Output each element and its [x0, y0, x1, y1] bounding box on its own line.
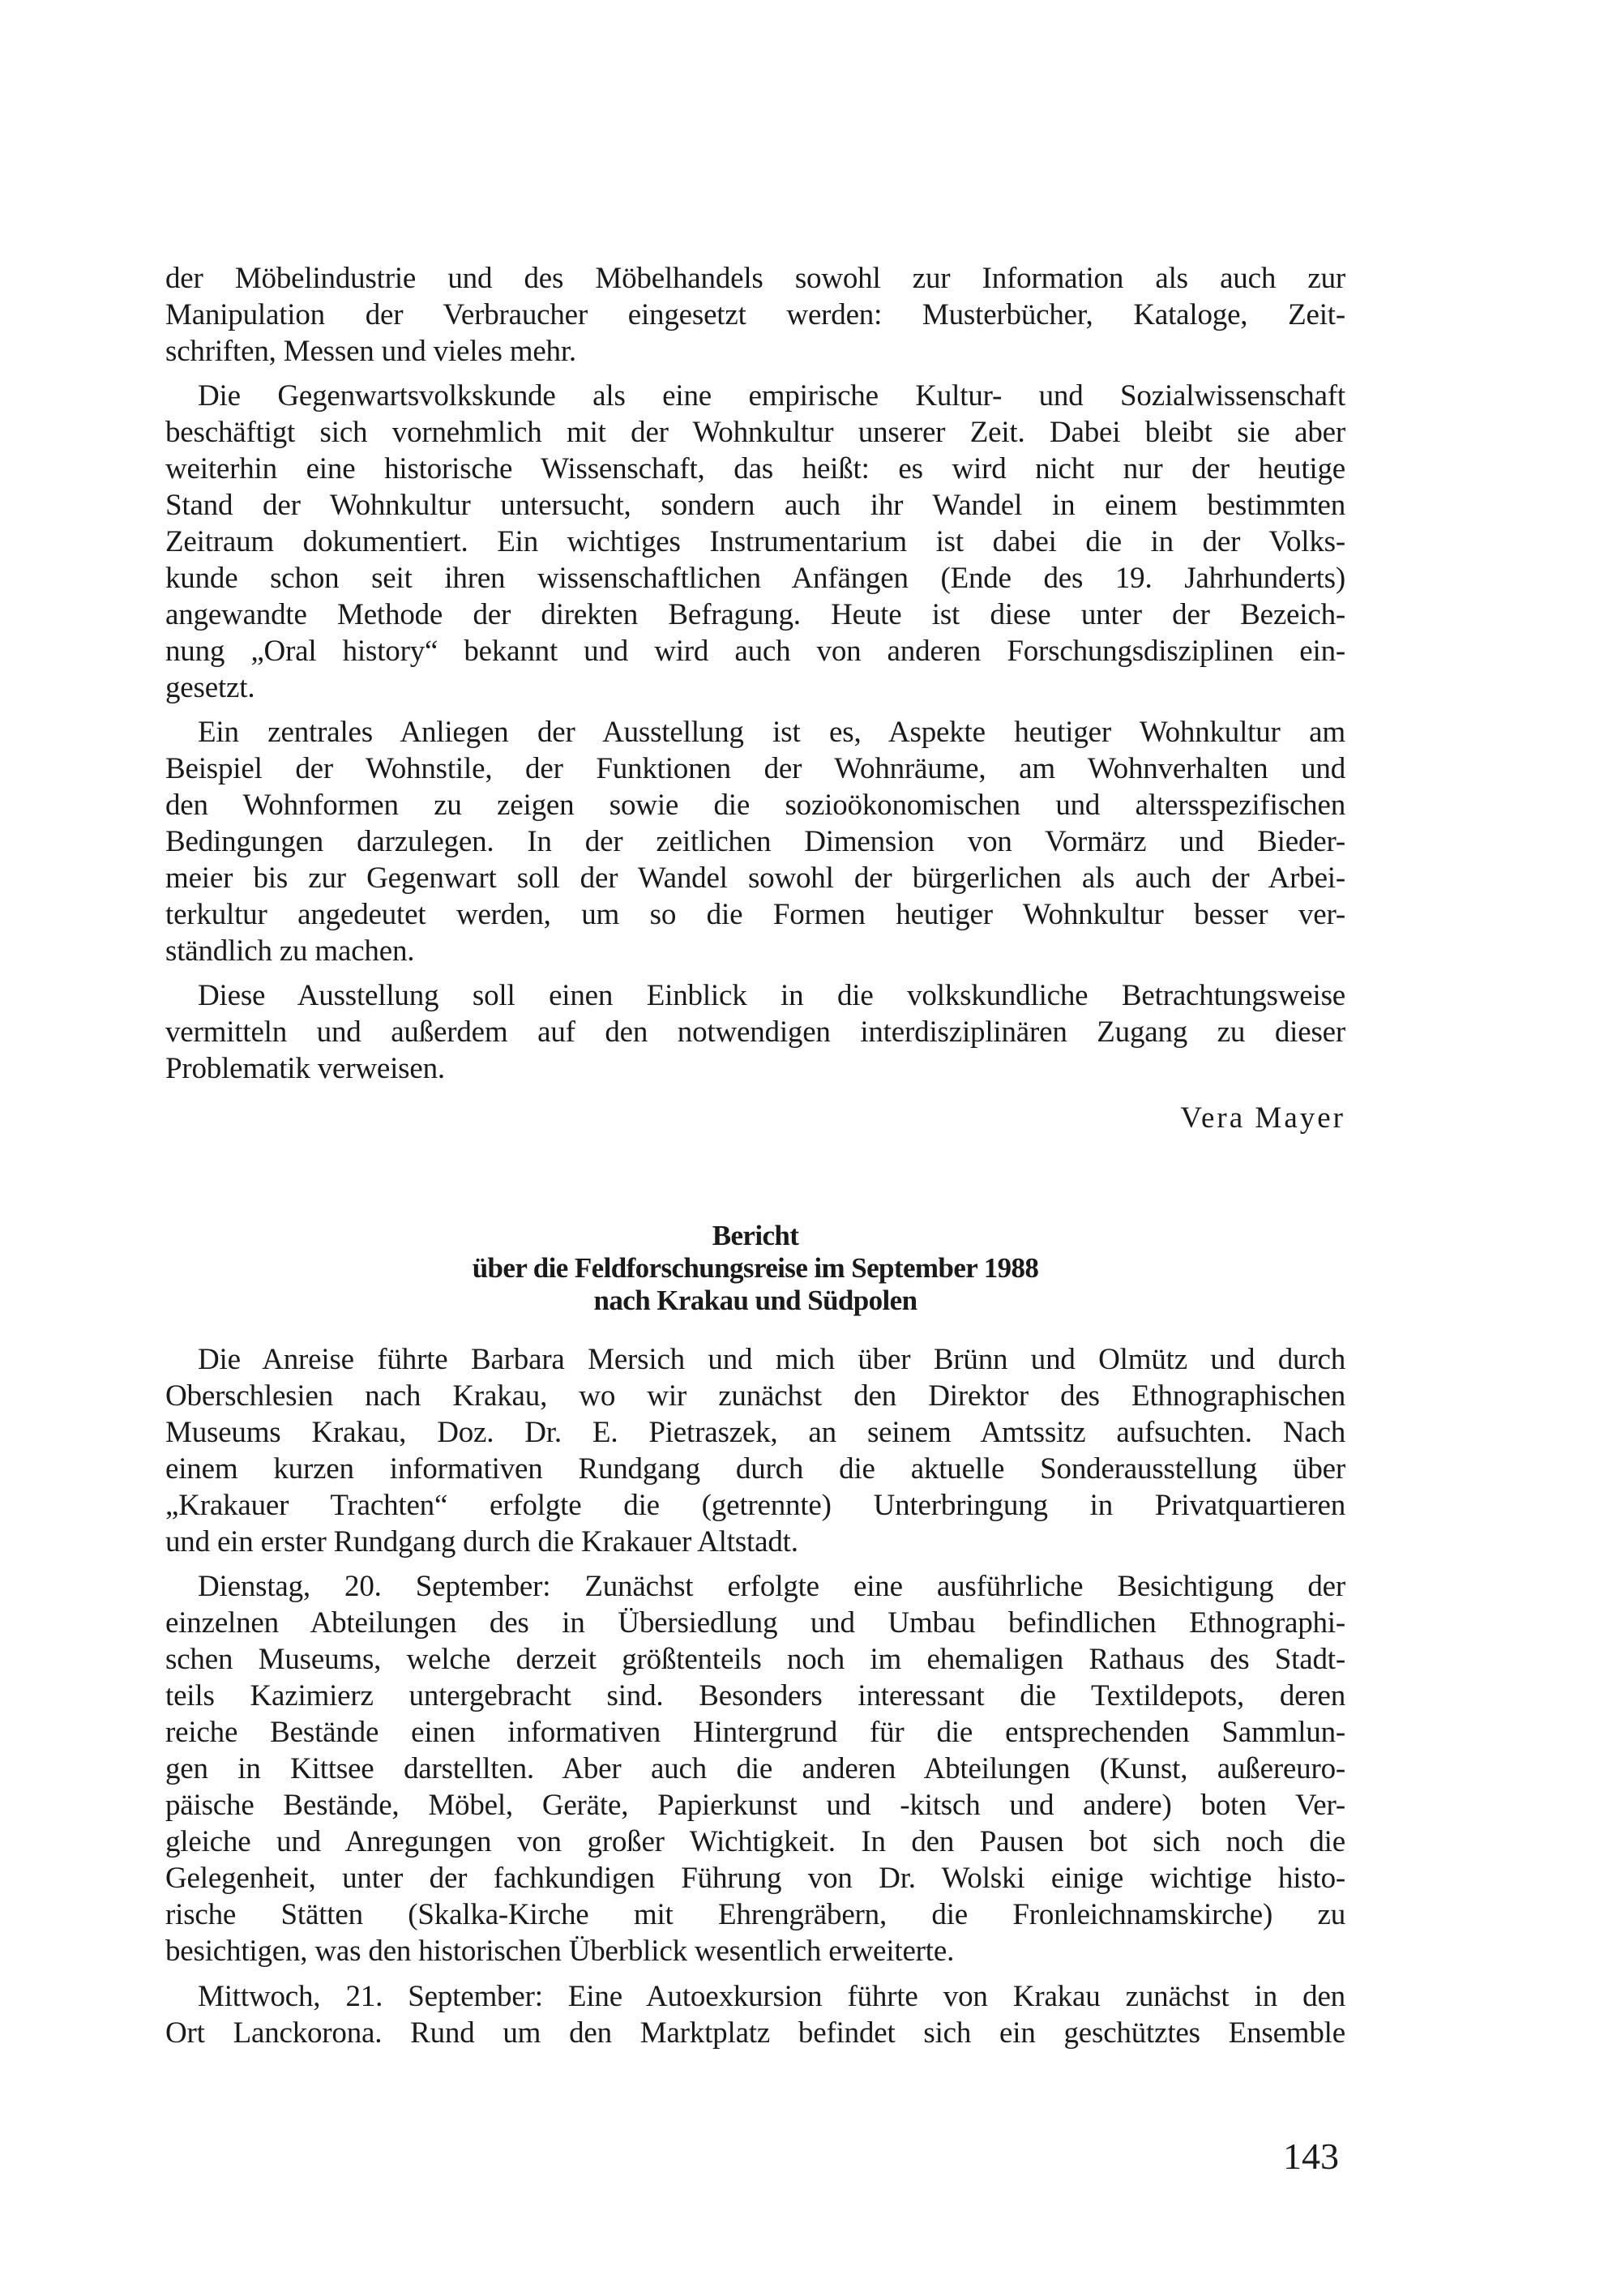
text-line: den Wohnformen zu zeigen sowie die sozioökonomischen und altersspezifischen [165, 789, 1345, 822]
text-line: einzelnen Abteilungen des in Übersiedlung und Umbau befindlichen Ethnographi- [165, 1606, 1345, 1640]
text-line: päische Bestände, Möbel, Geräte, Papierkunst und -kitsch und andere) boten Ver- [165, 1789, 1345, 1822]
text-line: Stand der Wohnkultur untersucht, sondern auch ihr Wandel in einem bestimmten [165, 489, 1345, 522]
text-line: Gelegenheit, unter der fachkundigen Führung von Dr. Wolski einige wichtige histo- [165, 1862, 1345, 1895]
text-line: Manipulation der Verbraucher eingesetzt werden: Musterbücher, Kataloge, Zeit- [165, 298, 1345, 331]
text-line: Diese Ausstellung soll einen Einblick in die volkskundliche Betrachtungsweise [198, 979, 1345, 1012]
text-line: einem kurzen informativen Rundgang durch die aktuelle Sonderausstellung über [165, 1452, 1345, 1486]
text-line: teils Kazimierz untergebracht sind. Besonders interessant die Textildepots, deren [165, 1679, 1345, 1712]
text-line: beschäftigt sich vornehmlich mit der Wohnkultur unserer Zeit. Dabei bleibt sie aber [165, 416, 1345, 449]
text-line: Dienstag, 20. September: Zunächst erfolgte eine ausführliche Besichtigung der [198, 1570, 1345, 1603]
text-line: schriften, Messen und vieles mehr. [165, 335, 576, 368]
heading-line-subtitle: über die Feldforschungsreise im September 1988 [472, 1252, 1039, 1284]
text-line: meier bis zur Gegenwart soll der Wandel sowohl der bürgerlichen als auch der Arbei- [165, 862, 1345, 895]
text-line: Mittwoch, 21. September: Eine Autoexkursion führte von Krakau zunächst in den [198, 1980, 1345, 2013]
text-line: Ort Lanckorona. Rund um den Marktplatz befindet sich ein geschütztes Ensemble [165, 2016, 1345, 2050]
text-line: terkultur angedeutet werden, um so die Formen heutiger Wohnkultur besser ver- [165, 898, 1345, 931]
text-line: weiterhin eine historische Wissenschaft, das heißt: es wird nicht nur der heutige [165, 452, 1345, 485]
text-line: schen Museums, welche derzeit größtenteils noch im ehemaligen Rathaus des Stadt- [165, 1643, 1345, 1676]
text-line: angewandte Methode der direkten Befragung. Heute ist diese unter der Bezeich- [165, 598, 1345, 631]
text-line: Bedingungen darzulegen. In der zeitlichen Dimension von Vormärz und Bieder- [165, 825, 1345, 858]
text-line: reiche Bestände einen informativen Hintergrund für die entsprechenden Sammlun- [165, 1716, 1345, 1749]
page-number: 143 [1283, 2136, 1339, 2177]
text-line: ständlich zu machen. [165, 934, 415, 968]
author-signature: Vera Mayer [1180, 1101, 1345, 1135]
heading-line-subtitle: nach Krakau und Südpolen [593, 1285, 917, 1316]
text-line: Beispiel der Wohnstile, der Funktionen der Wohnräume, am Wohnverhalten und [165, 752, 1345, 785]
text-line: „Krakauer Trachten“ erfolgte die (getrennte) Unterbringung in Privatquartieren [165, 1489, 1345, 1522]
heading-line-title: Bericht [712, 1220, 799, 1251]
text-line: Die Anreise führte Barbara Mersich und mich über Brünn und Olmütz und durch [198, 1343, 1345, 1376]
text-line: Museums Krakau, Doz. Dr. E. Pietraszek, an seinem Amtssitz aufsuchten. Nach [165, 1416, 1345, 1449]
text-line: kunde schon seit ihren wissenschaftlichen Anfängen (Ende des 19. Jahrhunderts) [165, 562, 1345, 595]
text-line: gesetzt. [165, 671, 255, 704]
text-line: Oberschlesien nach Krakau, wo wir zunächst den Direktor des Ethnographischen [165, 1379, 1345, 1413]
text-line: rische Stätten (Skalka-Kirche mit Ehrengräbern, die Fronleichnamskirche) zu [165, 1898, 1345, 1931]
text-line: Problematik verweisen. [165, 1052, 445, 1085]
text-line: Die Gegenwartsvolkskunde als eine empirische Kultur- und Sozialwissenschaft [198, 379, 1345, 413]
text-line: vermitteln und außerdem auf den notwendigen interdisziplinären Zugang zu dieser [165, 1015, 1345, 1049]
text-line: besichtigen, was den historischen Überblick wesentlich erweiterte. [165, 1935, 955, 1968]
text-line: gleiche und Anregungen von großer Wichtigkeit. In den Pausen bot sich noch die [165, 1825, 1345, 1858]
text-line: der Möbelindustrie und des Möbelhandels sowohl zur Information als auch zur [165, 262, 1345, 295]
text-line: Ein zentrales Anliegen der Ausstellung ist es, Aspekte heutiger Wohnkultur am [198, 716, 1345, 749]
text-line: Zeitraum dokumentiert. Ein wichtiges Instrumentarium ist dabei die in der Volks- [165, 525, 1345, 558]
text-line: gen in Kittsee darstellten. Aber auch die anderen Abteilungen (Kunst, außereuro- [165, 1752, 1345, 1785]
text-line: nung „Oral history“ bekannt und wird auch von anderen Forschungsdisziplinen ein- [165, 635, 1345, 668]
text-line: und ein erster Rundgang durch die Krakauer Altstadt. [165, 1525, 798, 1558]
